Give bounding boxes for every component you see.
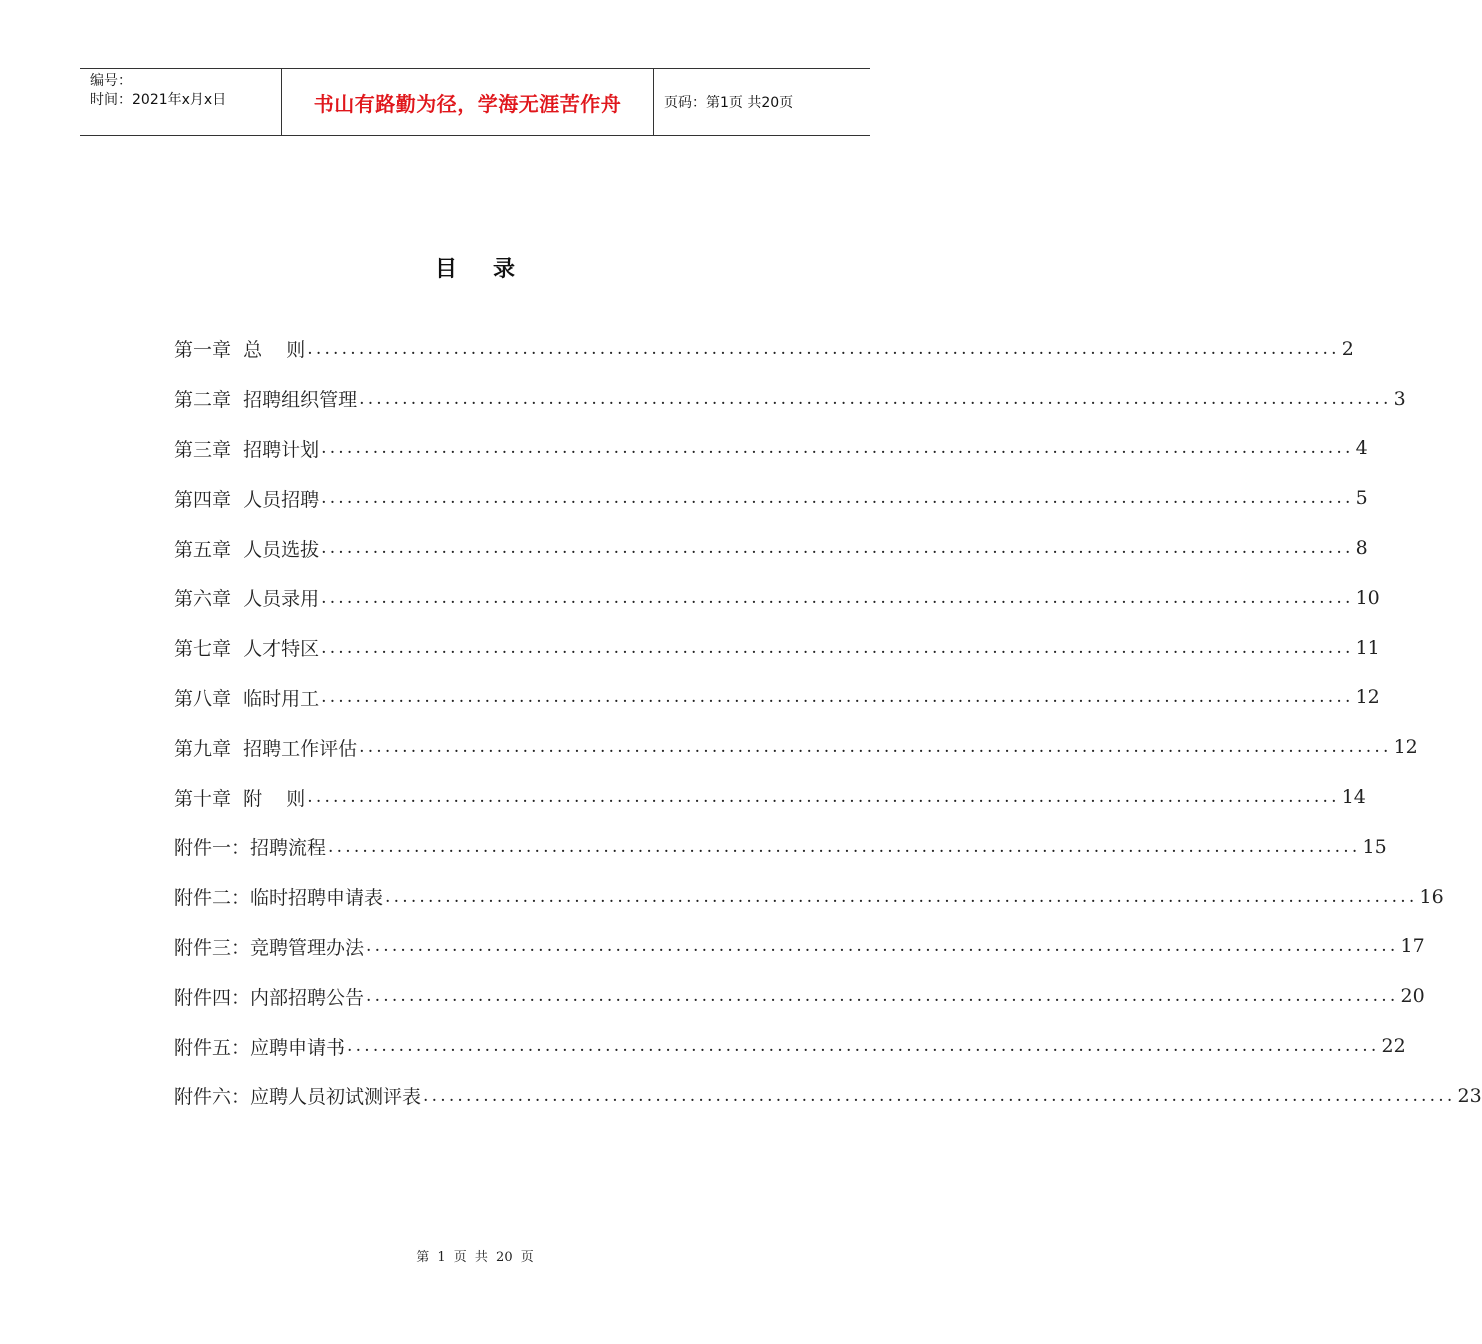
toc-entry-page: 20 bbox=[1400, 985, 1425, 1008]
toc-entry-label: 附件三：竞聘管理办法 bbox=[174, 936, 365, 959]
toc-dot-leader: ........................................................................................................................ bbox=[307, 787, 1340, 808]
table-of-contents bbox=[174, 324, 1482, 1121]
toc-dot-leader: ........................................................................................................................ bbox=[366, 986, 1399, 1007]
toc-entry-label: 附件二：临时招聘申请表 bbox=[174, 887, 384, 910]
toc-entry[interactable] bbox=[174, 573, 1380, 623]
toc-entry-label: 附件一：招聘流程 bbox=[174, 837, 327, 860]
toc-entry[interactable] bbox=[174, 1021, 1406, 1071]
toc-entry[interactable] bbox=[174, 772, 1366, 822]
toc-entry-label: 附件四：内部招聘公告 bbox=[174, 986, 365, 1009]
toc-entry-label: 第六章 人员录用 bbox=[174, 588, 320, 611]
toc-entry-page: 8 bbox=[1355, 537, 1368, 560]
toc-entry-page: 5 bbox=[1355, 487, 1368, 510]
toc-dot-leader: ........................................................................................................................ bbox=[321, 538, 1354, 559]
page-title: 目录 bbox=[434, 257, 551, 282]
toc-dot-leader: ........................................................................................................................ bbox=[366, 936, 1399, 957]
header-page-info: 页码：第1页 共20页 bbox=[664, 95, 794, 111]
toc-entry-label: 第十章 附 则 bbox=[174, 787, 306, 810]
toc-entry-label: 第三章 招聘计划 bbox=[174, 438, 320, 461]
toc-entry-label: 第八章 临时用工 bbox=[174, 687, 320, 710]
toc-entry-page: 10 bbox=[1355, 586, 1380, 609]
toc-dot-leader: ........................................................................................................................ bbox=[347, 1036, 1380, 1057]
toc-entry[interactable] bbox=[174, 623, 1380, 673]
toc-entry-page: 17 bbox=[1400, 935, 1425, 958]
toc-entry[interactable] bbox=[174, 872, 1444, 922]
toc-entry[interactable] bbox=[174, 971, 1425, 1021]
toc-dot-leader: ........................................................................................................................ bbox=[385, 886, 1418, 907]
toc-dot-leader: ........................................................................................................................ bbox=[423, 1085, 1456, 1106]
toc-entry-page: 4 bbox=[1355, 437, 1368, 460]
toc-entry-label: 第二章 招聘组织管理 bbox=[174, 389, 358, 412]
toc-entry[interactable] bbox=[174, 473, 1368, 523]
toc-dot-leader: ........................................................................................................................ bbox=[321, 438, 1354, 459]
toc-entry-label: 第四章 人员招聘 bbox=[174, 488, 320, 511]
toc-entry-label: 附件五：应聘申请书 bbox=[174, 1036, 346, 1059]
header-meta bbox=[80, 69, 282, 135]
toc-dot-leader: ........................................................................................................................ bbox=[321, 488, 1354, 509]
toc-entry-page: 12 bbox=[1393, 736, 1418, 759]
toc-dot-leader: ........................................................................................................................ bbox=[359, 737, 1392, 758]
toc-dot-leader: ........................................................................................................................ bbox=[307, 338, 1340, 359]
toc-entry[interactable] bbox=[174, 1071, 1482, 1121]
toc-entry-page: 23 bbox=[1457, 1084, 1482, 1107]
toc-dot-leader: ........................................................................................................................ bbox=[321, 587, 1354, 608]
toc-dot-leader: ........................................................................................................................ bbox=[321, 637, 1354, 658]
toc-entry[interactable] bbox=[174, 324, 1354, 374]
document-time-label: 时间：2021年x月x日 bbox=[90, 92, 227, 108]
toc-entry-page: 11 bbox=[1355, 636, 1380, 659]
toc-entry[interactable] bbox=[174, 374, 1406, 424]
toc-entry[interactable] bbox=[174, 424, 1368, 474]
toc-entry-page: 2 bbox=[1341, 337, 1354, 360]
toc-entry[interactable] bbox=[174, 523, 1368, 573]
toc-entry-label: 第五章 人员选拔 bbox=[174, 538, 320, 561]
toc-entry-page: 14 bbox=[1341, 786, 1366, 809]
toc-entry[interactable] bbox=[174, 822, 1387, 872]
toc-entry[interactable] bbox=[174, 673, 1380, 723]
toc-entry-label: 第一章 总 则 bbox=[174, 339, 306, 362]
toc-entry-label: 第七章 人才特区 bbox=[174, 638, 320, 661]
toc-dot-leader: ........................................................................................................................ bbox=[328, 836, 1361, 857]
header-motto: 书山有路勤为径，学海无涯苦作舟 bbox=[282, 69, 654, 135]
toc-entry[interactable] bbox=[174, 722, 1418, 772]
toc-entry[interactable] bbox=[174, 922, 1425, 972]
toc-dot-leader: ........................................................................................................................ bbox=[321, 687, 1354, 708]
toc-entry-label: 附件六：应聘人员初试测评表 bbox=[174, 1086, 422, 1109]
page-header bbox=[80, 68, 870, 136]
toc-entry-page: 3 bbox=[1393, 387, 1406, 410]
toc-dot-leader: ........................................................................................................................ bbox=[359, 388, 1392, 409]
toc-entry-page: 12 bbox=[1355, 686, 1380, 709]
toc-entry-page: 22 bbox=[1381, 1035, 1406, 1058]
page-footer: 第 1 页 共 20 页 bbox=[416, 1250, 534, 1265]
toc-entry-label: 第九章 招聘工作评估 bbox=[174, 737, 358, 760]
toc-entry-page: 15 bbox=[1362, 835, 1387, 858]
toc-entry-page: 16 bbox=[1419, 885, 1444, 908]
document-number-label: 编号： bbox=[90, 73, 132, 89]
